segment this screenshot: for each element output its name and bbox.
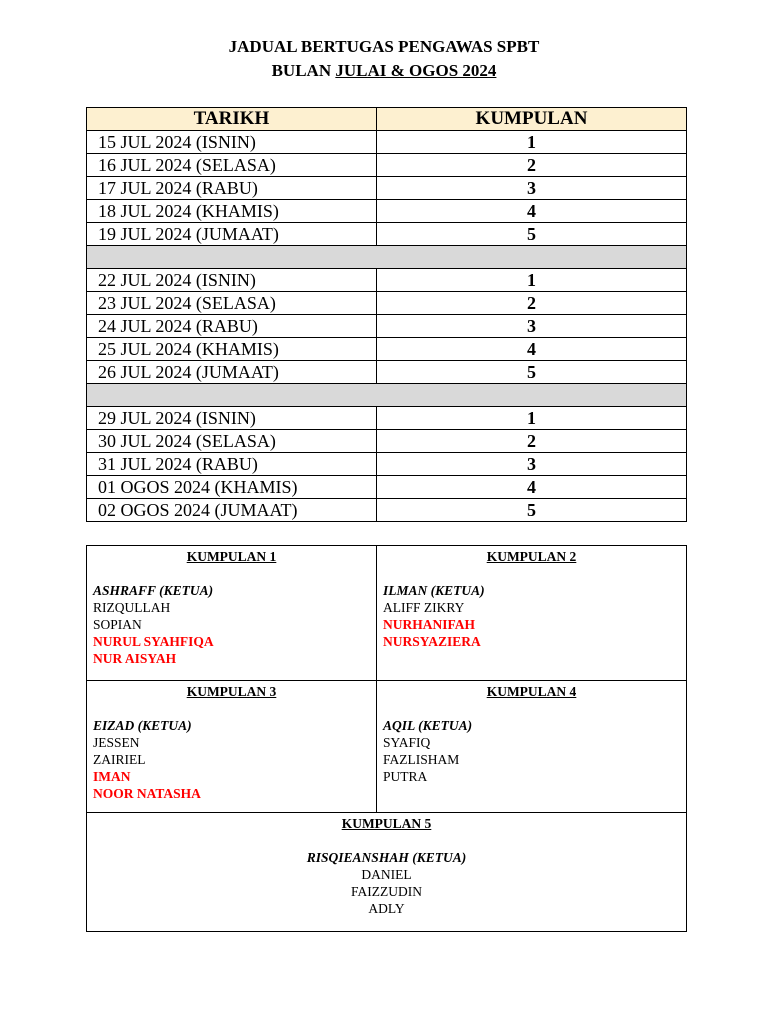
table-row — [87, 476, 687, 499]
page-title: JADUAL BERTUGAS PENGAWAS SPBT — [228, 37, 540, 56]
week-separator — [87, 384, 687, 407]
subtitle-prefix: BULAN — [271, 61, 336, 80]
table-row — [87, 177, 687, 200]
group-cell: 5 — [377, 499, 687, 522]
group-cell: 2 — [377, 154, 687, 177]
group-member: PUTRA — [383, 769, 428, 784]
date-cell: 15 JUL 2024 (ISNIN) — [87, 131, 377, 154]
group-member-highlighted: NURSYAZIERA — [383, 634, 481, 649]
groups-row — [87, 681, 687, 813]
date-cell: 24 JUL 2024 (RABU) — [87, 315, 377, 338]
group-member-highlighted: NUR AISYAH — [93, 651, 177, 666]
group-card-5 — [87, 813, 687, 932]
group-title: KUMPULAN 3 — [186, 684, 277, 699]
group-card-2 — [377, 546, 687, 681]
table-row — [87, 430, 687, 453]
group-member: DANIEL — [361, 867, 412, 882]
group-cell: 3 — [377, 177, 687, 200]
date-cell: 26 JUL 2024 (JUMAAT) — [87, 361, 377, 384]
group-leader: ASHRAFF (KETUA) — [93, 583, 214, 598]
group-cell: 5 — [377, 361, 687, 384]
groups-table — [86, 545, 687, 932]
group-member: FAIZZUDIN — [351, 884, 422, 899]
date-cell: 22 JUL 2024 (ISNIN) — [87, 269, 377, 292]
group-leader: EIZAD (KETUA) — [93, 718, 192, 733]
group-title: KUMPULAN 5 — [341, 816, 432, 831]
group-member-highlighted: NURUL SYAHFIQA — [93, 634, 214, 649]
group-member: JESSEN — [93, 735, 140, 750]
groups-row — [87, 546, 687, 681]
week-separator — [87, 246, 687, 269]
group-cell: 5 — [377, 223, 687, 246]
group-card-3 — [87, 681, 377, 813]
group-cell: 4 — [377, 200, 687, 223]
group-member: SYAFIQ — [383, 735, 431, 750]
group-member: FAZLISHAM — [383, 752, 460, 767]
group-cell: 3 — [377, 453, 687, 476]
table-row — [87, 131, 687, 154]
table-row — [87, 315, 687, 338]
date-cell: 02 OGOS 2024 (JUMAAT) — [87, 499, 377, 522]
group-member: ADLY — [368, 901, 405, 916]
group-cell: 4 — [377, 338, 687, 361]
group-leader: RISQIEANSHAH (KETUA) — [306, 850, 467, 865]
group-title: KUMPULAN 1 — [186, 549, 277, 564]
group-cell: 2 — [377, 292, 687, 315]
date-cell: 16 JUL 2024 (SELASA) — [87, 154, 377, 177]
separator-cell — [87, 384, 687, 407]
date-cell: 25 JUL 2024 (KHAMIS) — [87, 338, 377, 361]
table-row — [87, 200, 687, 223]
table-row — [87, 292, 687, 315]
date-cell: 30 JUL 2024 (SELASA) — [87, 430, 377, 453]
page-subtitle — [0, 60, 768, 82]
date-cell: 01 OGOS 2024 (KHAMIS) — [87, 476, 377, 499]
group-card-4 — [377, 681, 687, 813]
table-row — [87, 223, 687, 246]
date-cell: 31 JUL 2024 (RABU) — [87, 453, 377, 476]
group-cell: 1 — [377, 407, 687, 430]
table-row — [87, 499, 687, 522]
group-member: SOPIAN — [93, 617, 142, 632]
table-row — [87, 361, 687, 384]
table-row — [87, 269, 687, 292]
header-date: TARIKH — [87, 108, 377, 131]
group-cell: 1 — [377, 269, 687, 292]
group-cell: 4 — [377, 476, 687, 499]
date-cell: 23 JUL 2024 (SELASA) — [87, 292, 377, 315]
group-cell: 3 — [377, 315, 687, 338]
group-leader: ILMAN (KETUA) — [383, 583, 485, 598]
header-group: KUMPULAN — [377, 108, 687, 131]
group-leader: AQIL (KETUA) — [383, 718, 473, 733]
schedule-table — [86, 107, 687, 522]
group-title: KUMPULAN 2 — [486, 549, 577, 564]
group-member: RIZQULLAH — [93, 600, 171, 615]
group-member: ZAIRIEL — [93, 752, 146, 767]
date-cell: 29 JUL 2024 (ISNIN) — [87, 407, 377, 430]
table-row — [87, 338, 687, 361]
date-cell: 18 JUL 2024 (KHAMIS) — [87, 200, 377, 223]
date-cell: 19 JUL 2024 (JUMAAT) — [87, 223, 377, 246]
group-member-highlighted: NOOR NATASHA — [93, 786, 201, 801]
group-member: ALIFF ZIKRY — [383, 600, 465, 615]
group-member-highlighted: IMAN — [93, 769, 131, 784]
separator-cell — [87, 246, 687, 269]
group-title: KUMPULAN 4 — [486, 684, 577, 699]
group-cell: 1 — [377, 131, 687, 154]
group-cell: 2 — [377, 430, 687, 453]
subtitle-period: JULAI & OGOS 2024 — [335, 61, 497, 80]
table-row — [87, 154, 687, 177]
schedule-header-row — [87, 108, 687, 131]
table-row — [87, 453, 687, 476]
table-row — [87, 407, 687, 430]
group-member-highlighted: NURHANIFAH — [383, 617, 475, 632]
groups-row — [87, 813, 687, 932]
group-card-1 — [87, 546, 377, 681]
date-cell: 17 JUL 2024 (RABU) — [87, 177, 377, 200]
